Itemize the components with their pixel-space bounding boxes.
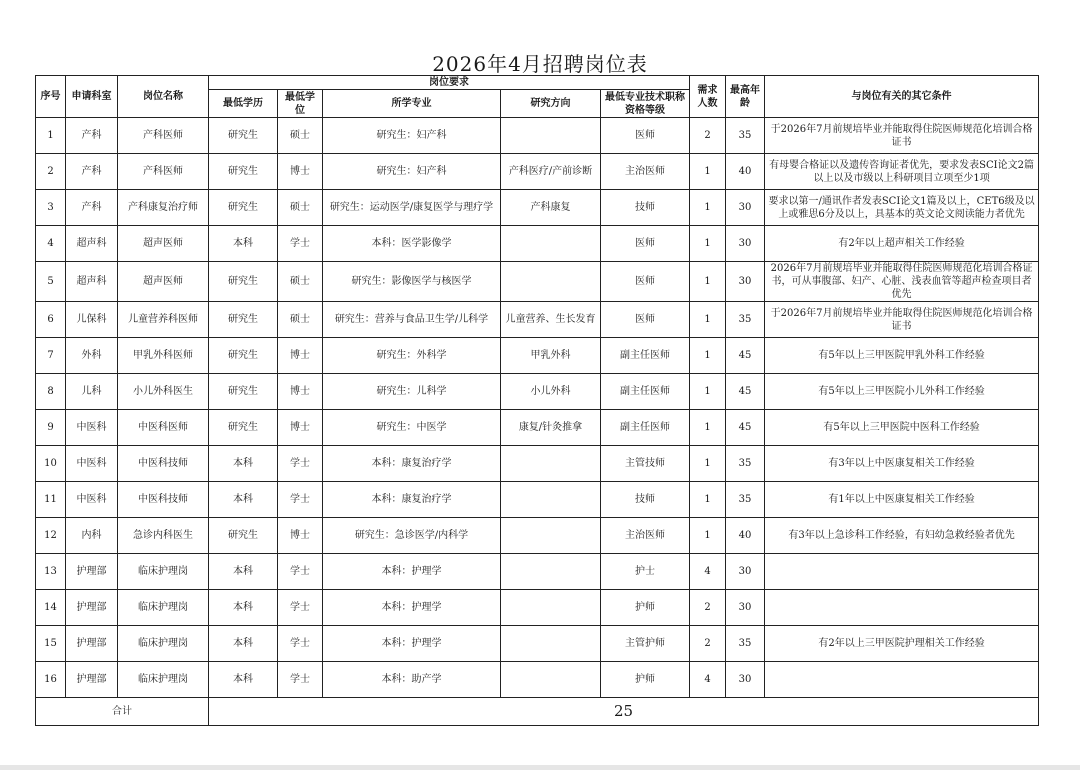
- cell-major: 本科：护理学: [323, 554, 501, 590]
- cell-major: 研究生：营养与食品卫生学/儿科学: [323, 302, 501, 338]
- cell-major: 研究生：儿科学: [323, 374, 501, 410]
- cell-position: 小儿外科医生: [118, 374, 209, 410]
- cell-title-level: 副主任医师: [601, 338, 690, 374]
- cell-research: 甲乳外科: [501, 338, 601, 374]
- table-row: [36, 446, 1039, 482]
- page-bottom-edge: [0, 765, 1080, 770]
- header-degree: 最低学位: [278, 90, 323, 118]
- cell-edu: 本科: [209, 590, 278, 626]
- cell-other: 要求以第一/通讯作者发表SCI论文1篇及以上，CET6级及以上或雅思6分及以上，具基本的英文论文阅读能力者优先: [765, 190, 1039, 226]
- header-count: 需求人数: [690, 76, 726, 118]
- cell-max-age: 35: [726, 302, 765, 338]
- cell-seq: 6: [36, 302, 66, 338]
- cell-edu: 本科: [209, 226, 278, 262]
- cell-position: 中医科医师: [118, 410, 209, 446]
- cell-degree: 博士: [278, 154, 323, 190]
- cell-title-level: 主治医师: [601, 154, 690, 190]
- cell-count: 1: [690, 410, 726, 446]
- cell-seq: 3: [36, 190, 66, 226]
- table-row: [36, 374, 1039, 410]
- cell-research: [501, 446, 601, 482]
- cell-major: 本科：护理学: [323, 590, 501, 626]
- header-seq: 序号: [36, 76, 66, 118]
- cell-degree: 学士: [278, 482, 323, 518]
- cell-count: 4: [690, 554, 726, 590]
- table-row: [36, 590, 1039, 626]
- cell-count: 1: [690, 374, 726, 410]
- cell-edu: 本科: [209, 446, 278, 482]
- cell-other: [765, 554, 1039, 590]
- cell-degree: 博士: [278, 374, 323, 410]
- cell-seq: 4: [36, 226, 66, 262]
- cell-max-age: 30: [726, 554, 765, 590]
- cell-degree: 硕士: [278, 302, 323, 338]
- cell-count: 1: [690, 302, 726, 338]
- cell-edu: 本科: [209, 482, 278, 518]
- cell-research: [501, 662, 601, 698]
- cell-major: 本科：康复治疗学: [323, 482, 501, 518]
- cell-dept: 超声科: [66, 226, 118, 262]
- cell-title-level: 护士: [601, 554, 690, 590]
- cell-dept: 产科: [66, 190, 118, 226]
- cell-other: 有5年以上三甲医院小儿外科工作经验: [765, 374, 1039, 410]
- table-row: [36, 154, 1039, 190]
- cell-count: 1: [690, 190, 726, 226]
- cell-edu: 研究生: [209, 154, 278, 190]
- cell-max-age: 45: [726, 410, 765, 446]
- cell-count: 1: [690, 338, 726, 374]
- cell-edu: 研究生: [209, 374, 278, 410]
- header-other: 与岗位有关的其它条件: [765, 76, 1039, 118]
- total-row: [36, 698, 1039, 726]
- cell-major: 研究生：影像医学与核医学: [323, 262, 501, 302]
- cell-dept: 护理部: [66, 662, 118, 698]
- cell-dept: 内科: [66, 518, 118, 554]
- header-title-level: 最低专业技术职称资格等级: [601, 90, 690, 118]
- cell-other: [765, 590, 1039, 626]
- cell-edu: 本科: [209, 554, 278, 590]
- total-label: 合计: [36, 698, 209, 726]
- cell-dept: 外科: [66, 338, 118, 374]
- cell-max-age: 35: [726, 482, 765, 518]
- cell-title-level: 主管技师: [601, 446, 690, 482]
- cell-dept: 儿保科: [66, 302, 118, 338]
- cell-seq: 9: [36, 410, 66, 446]
- cell-edu: 本科: [209, 626, 278, 662]
- cell-title-level: 医师: [601, 262, 690, 302]
- cell-edu: 研究生: [209, 338, 278, 374]
- table-row: [36, 554, 1039, 590]
- cell-count: 1: [690, 518, 726, 554]
- cell-degree: 学士: [278, 446, 323, 482]
- cell-dept: 产科: [66, 118, 118, 154]
- cell-title-level: 护师: [601, 662, 690, 698]
- cell-seq: 7: [36, 338, 66, 374]
- header-major: 所学专业: [323, 90, 501, 118]
- cell-title-level: 副主任医师: [601, 410, 690, 446]
- cell-research: 儿童营养、生长发育: [501, 302, 601, 338]
- cell-max-age: 40: [726, 154, 765, 190]
- table-row: [36, 190, 1039, 226]
- cell-edu: 研究生: [209, 118, 278, 154]
- cell-other: 有3年以上中医康复相关工作经验: [765, 446, 1039, 482]
- cell-position: 中医科技师: [118, 482, 209, 518]
- cell-count: 1: [690, 154, 726, 190]
- cell-position: 临床护理岗: [118, 626, 209, 662]
- table-row: [36, 482, 1039, 518]
- cell-degree: 硕士: [278, 190, 323, 226]
- cell-research: [501, 626, 601, 662]
- cell-degree: 博士: [278, 518, 323, 554]
- cell-dept: 超声科: [66, 262, 118, 302]
- cell-other: 于2026年7月前规培毕业并能取得住院医师规范化培训合格证书: [765, 118, 1039, 154]
- table-row: [36, 626, 1039, 662]
- cell-research: 康复/针灸推拿: [501, 410, 601, 446]
- cell-position: 超声医师: [118, 262, 209, 302]
- cell-other: [765, 662, 1039, 698]
- cell-seq: 11: [36, 482, 66, 518]
- cell-edu: 研究生: [209, 190, 278, 226]
- cell-seq: 10: [36, 446, 66, 482]
- cell-research: [501, 118, 601, 154]
- cell-seq: 14: [36, 590, 66, 626]
- cell-seq: 5: [36, 262, 66, 302]
- cell-title-level: 护师: [601, 590, 690, 626]
- header-edu: 最低学历: [209, 90, 278, 118]
- cell-degree: 博士: [278, 410, 323, 446]
- cell-position: 甲乳外科医师: [118, 338, 209, 374]
- header-max-age: 最高年龄: [726, 76, 765, 118]
- cell-other: 有2年以上三甲医院护理相关工作经验: [765, 626, 1039, 662]
- cell-max-age: 30: [726, 190, 765, 226]
- cell-research: [501, 590, 601, 626]
- cell-position: 临床护理岗: [118, 662, 209, 698]
- cell-seq: 8: [36, 374, 66, 410]
- cell-position: 产科医师: [118, 154, 209, 190]
- table-row: [36, 338, 1039, 374]
- total-value: 25: [209, 698, 1039, 726]
- cell-position: 中医科技师: [118, 446, 209, 482]
- cell-edu: 研究生: [209, 302, 278, 338]
- cell-count: 1: [690, 482, 726, 518]
- cell-position: 产科康复治疗师: [118, 190, 209, 226]
- table-body: [36, 118, 1039, 698]
- cell-dept: 中医科: [66, 482, 118, 518]
- cell-edu: 研究生: [209, 262, 278, 302]
- cell-research: [501, 554, 601, 590]
- cell-research: 小儿外科: [501, 374, 601, 410]
- cell-title-level: 医师: [601, 118, 690, 154]
- cell-major: 研究生：外科学: [323, 338, 501, 374]
- cell-position: 儿童营养科医师: [118, 302, 209, 338]
- cell-research: [501, 518, 601, 554]
- cell-major: 研究生：运动医学/康复医学与理疗学: [323, 190, 501, 226]
- document-title: 2026年4月招聘岗位表: [432, 52, 648, 76]
- cell-max-age: 35: [726, 626, 765, 662]
- cell-dept: 护理部: [66, 590, 118, 626]
- table-row: [36, 518, 1039, 554]
- recruitment-table: [35, 75, 1039, 726]
- table-row: [36, 662, 1039, 698]
- cell-dept: 护理部: [66, 626, 118, 662]
- header-requirements-group: 岗位要求: [209, 76, 690, 90]
- cell-degree: 学士: [278, 662, 323, 698]
- cell-max-age: 30: [726, 590, 765, 626]
- cell-degree: 硕士: [278, 262, 323, 302]
- cell-degree: 学士: [278, 226, 323, 262]
- cell-degree: 学士: [278, 590, 323, 626]
- cell-seq: 13: [36, 554, 66, 590]
- cell-seq: 1: [36, 118, 66, 154]
- cell-other: 2026年7月前规培毕业并能取得住院医师规范化培训合格证书，可从事腹部、妇产、心脏、浅表血管等超声检查项目者优先: [765, 262, 1039, 302]
- cell-other: 有母婴合格证以及遗传咨询证者优先，要求发表SCI论文2篇以上以及市级以上科研项目立项至少1项: [765, 154, 1039, 190]
- cell-count: 2: [690, 626, 726, 662]
- cell-count: 1: [690, 446, 726, 482]
- cell-title-level: 副主任医师: [601, 374, 690, 410]
- cell-dept: 中医科: [66, 446, 118, 482]
- table-row: [36, 262, 1039, 302]
- cell-count: 1: [690, 226, 726, 262]
- cell-dept: 护理部: [66, 554, 118, 590]
- cell-major: 本科：助产学: [323, 662, 501, 698]
- cell-max-age: 30: [726, 226, 765, 262]
- cell-max-age: 40: [726, 518, 765, 554]
- cell-title-level: 主治医师: [601, 518, 690, 554]
- cell-research: 产科康复: [501, 190, 601, 226]
- header-position: 岗位名称: [118, 76, 209, 118]
- cell-major: 研究生：妇产科: [323, 118, 501, 154]
- cell-other: 有1年以上中医康复相关工作经验: [765, 482, 1039, 518]
- cell-major: 本科：医学影像学: [323, 226, 501, 262]
- cell-title-level: 主管护师: [601, 626, 690, 662]
- cell-dept: 产科: [66, 154, 118, 190]
- cell-max-age: 45: [726, 338, 765, 374]
- cell-research: [501, 262, 601, 302]
- cell-major: 研究生：中医学: [323, 410, 501, 446]
- cell-other: 有5年以上三甲医院中医科工作经验: [765, 410, 1039, 446]
- cell-other: 有5年以上三甲医院甲乳外科工作经验: [765, 338, 1039, 374]
- cell-major: 研究生：妇产科: [323, 154, 501, 190]
- cell-other: 有2年以上超声相关工作经验: [765, 226, 1039, 262]
- cell-position: 临床护理岗: [118, 590, 209, 626]
- cell-edu: 研究生: [209, 410, 278, 446]
- cell-degree: 硕士: [278, 118, 323, 154]
- cell-max-age: 45: [726, 374, 765, 410]
- header-dept: 申请科室: [66, 76, 118, 118]
- cell-research: [501, 226, 601, 262]
- cell-degree: 博士: [278, 338, 323, 374]
- cell-seq: 12: [36, 518, 66, 554]
- cell-other: 有3年以上急诊科工作经验，有妇幼急救经验者优先: [765, 518, 1039, 554]
- table-row: [36, 118, 1039, 154]
- cell-major: 研究生：急诊医学/内科学: [323, 518, 501, 554]
- cell-seq: 2: [36, 154, 66, 190]
- cell-position: 产科医师: [118, 118, 209, 154]
- cell-count: 2: [690, 118, 726, 154]
- cell-max-age: 30: [726, 262, 765, 302]
- cell-degree: 学士: [278, 554, 323, 590]
- cell-count: 2: [690, 590, 726, 626]
- cell-degree: 学士: [278, 626, 323, 662]
- cell-title-level: 医师: [601, 226, 690, 262]
- header-row-group: [36, 76, 1039, 90]
- header-research: 研究方向: [501, 90, 601, 118]
- cell-title-level: 技师: [601, 190, 690, 226]
- cell-position: 临床护理岗: [118, 554, 209, 590]
- cell-dept: 儿科: [66, 374, 118, 410]
- cell-max-age: 30: [726, 662, 765, 698]
- cell-seq: 15: [36, 626, 66, 662]
- cell-dept: 中医科: [66, 410, 118, 446]
- cell-position: 急诊内科医生: [118, 518, 209, 554]
- cell-major: 本科：护理学: [323, 626, 501, 662]
- cell-edu: 研究生: [209, 518, 278, 554]
- cell-count: 4: [690, 662, 726, 698]
- table-row: [36, 226, 1039, 262]
- cell-title-level: 医师: [601, 302, 690, 338]
- cell-major: 本科：康复治疗学: [323, 446, 501, 482]
- cell-edu: 本科: [209, 662, 278, 698]
- table-row: [36, 302, 1039, 338]
- cell-research: [501, 482, 601, 518]
- table-row: [36, 410, 1039, 446]
- cell-max-age: 35: [726, 118, 765, 154]
- cell-count: 1: [690, 262, 726, 302]
- cell-research: 产科医疗/产前诊断: [501, 154, 601, 190]
- cell-position: 超声医师: [118, 226, 209, 262]
- cell-other: 于2026年7月前规培毕业并能取得住院医师规范化培训合格证书: [765, 302, 1039, 338]
- cell-seq: 16: [36, 662, 66, 698]
- cell-max-age: 35: [726, 446, 765, 482]
- cell-title-level: 技师: [601, 482, 690, 518]
